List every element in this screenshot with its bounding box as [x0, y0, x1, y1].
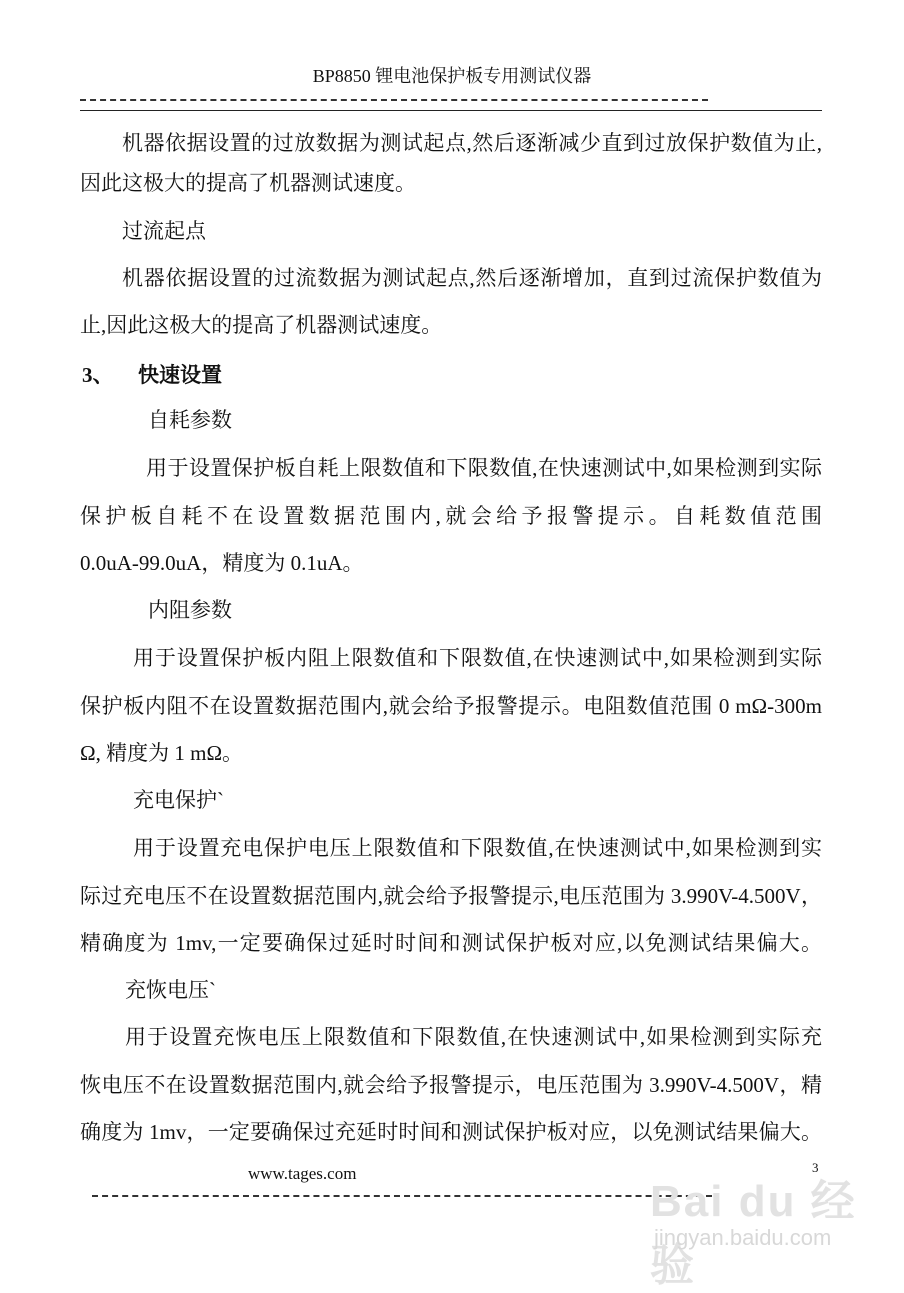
paragraph-line: 保护板自耗不在设置数据范围内,就会给予报警提示。自耗数值范围	[80, 504, 822, 528]
header-dashed-divider	[80, 99, 708, 101]
subheading: 充电保护`	[133, 788, 224, 812]
section-title: 快速设置	[138, 363, 222, 387]
subheading: 自耗参数	[148, 408, 232, 432]
paragraph-line: 用于设置保护板自耗上限数值和下限数值,在快速测试中,如果检测到实际	[146, 456, 822, 480]
page-number: 3	[812, 1160, 819, 1175]
section-number: 3、	[82, 363, 114, 387]
paragraph-line: Ω, 精度为 1 mΩ。	[80, 741, 244, 765]
footer-website: www.tages.com	[248, 1164, 357, 1183]
subheading: 过流起点	[122, 219, 206, 243]
paragraph-line: 精确度为 1mv,一定要确保过延时时间和测试保护板对应,以免测试结果偏大。	[80, 931, 822, 955]
paragraph-line: 机器依据设置的过流数据为测试起点,然后逐渐增加，直到过流保护数值为	[122, 266, 822, 290]
header-solid-divider	[80, 110, 822, 111]
paragraph-line: 用于设置保护板内阻上限数值和下限数值,在快速测试中,如果检测到实际	[133, 646, 822, 670]
subheading: 内阻参数	[148, 598, 232, 622]
paragraph-line: 保护板内阻不在设置数据范围内,就会给予报警提示。电阻数值范围 0 mΩ-300m	[80, 694, 822, 718]
paragraph-line: 因此这极大的提高了机器测试速度。	[80, 171, 416, 195]
paragraph-line: 机器依据设置的过放数据为测试起点,然后逐渐减少直到过放保护数值为止,	[122, 131, 822, 155]
paragraph-line: 确度为 1mv，一定要确保过充延时时间和测试保护板对应，以免测试结果偏大。	[80, 1120, 822, 1144]
header-title: BP8850 锂电池保护板专用测试仪器	[312, 66, 592, 86]
paragraph-line: 际过充电压不在设置数据范围内,就会给予报警提示,电压范围为 3.990V-4.500V，	[80, 884, 822, 908]
footer-dashed-divider	[92, 1195, 712, 1197]
watermark-logo: Bai du 经验	[650, 1177, 857, 1290]
watermark-url: jingyan.baidu.com	[654, 1225, 832, 1250]
paragraph-line: 止,因此这极大的提高了机器测试速度。	[80, 313, 443, 337]
paragraph-line: 0.0uA-99.0uA，精度为 0.1uA。	[80, 551, 364, 575]
baidu-jingyan-watermark	[640, 1150, 870, 1290]
paragraph-line: 恢电压不在设置数据范围内,就会给予报警提示，电压范围为 3.990V-4.500V，精	[80, 1073, 822, 1097]
subheading: 充恢电压`	[125, 978, 216, 1002]
paragraph-line: 用于设置充电保护电压上限数值和下限数值,在快速测试中,如果检测到实	[133, 836, 822, 860]
paragraph-line: 用于设置充恢电压上限数值和下限数值,在快速测试中,如果检测到实际充	[125, 1025, 822, 1049]
